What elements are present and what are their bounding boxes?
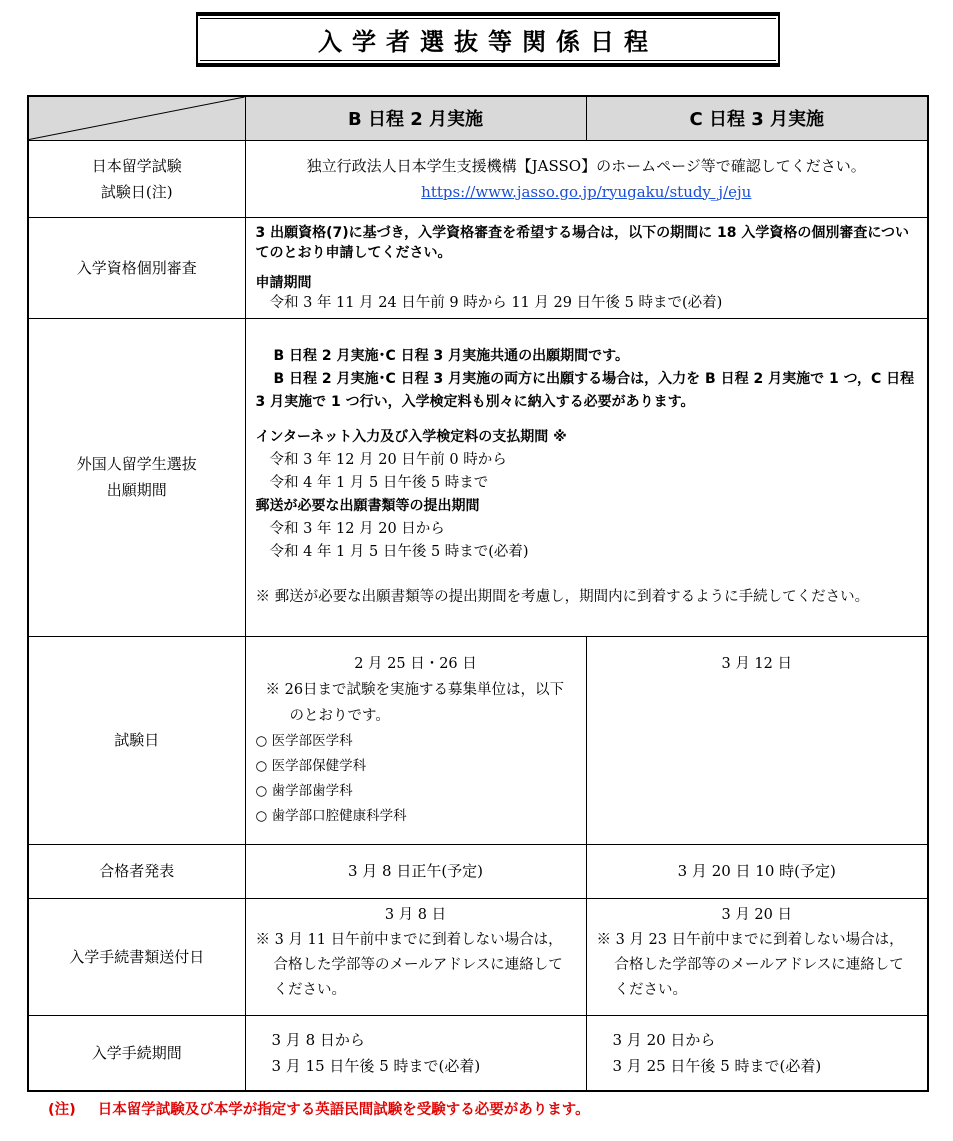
row-eju xyxy=(28,140,928,217)
application-common-note: B 日程 2 月実施･C 日程 3 月実施共通の出願期間です。 xyxy=(273,348,630,364)
exam-unit-list-item: ○ 医学部医学科 xyxy=(255,732,353,749)
row-result-announcement xyxy=(28,844,928,898)
procedure-b-from: 3 月 8 日から xyxy=(271,1030,365,1049)
documents-c-date: 3 月 20 日 xyxy=(721,906,792,923)
mail-period-to: 令和 4 年 1 月 5 日午後 5 時まで(必着) xyxy=(269,544,529,560)
header-b-schedule: B 日程 2 月実施 xyxy=(245,96,586,140)
result-b: 3 月 8 日正午(予定) xyxy=(245,844,586,898)
mail-period-from: 令和 3 年 12 月 20 日から xyxy=(269,521,445,537)
row-procedure-period xyxy=(28,1015,928,1091)
result-c: 3 月 20 日 10 時(予定) xyxy=(586,844,928,898)
procedure-c-cell xyxy=(586,1015,928,1091)
row-application-period xyxy=(28,318,928,636)
row-label-individual-review: 入学資格個別審査 xyxy=(28,217,245,318)
internet-period-from: 令和 3 年 12 月 20 日午前 0 時から xyxy=(269,452,507,468)
exam-unit-list-item: ○ 歯学部口腔健康科学科 xyxy=(255,807,407,824)
row-label-exam-date: 試験日 xyxy=(28,636,245,844)
exam-date-c-cell xyxy=(586,636,928,844)
individual-review-cell xyxy=(245,217,928,318)
review-period: 令和 3 年 11 月 24 日午前 9 時から 11 月 29 日午後 5 時まで(必着) xyxy=(269,294,723,311)
documents-b-date: 3 月 8 日 xyxy=(384,906,447,923)
row-label-eju: 日本留学試験 試験日(注) xyxy=(28,140,245,217)
documents-b-cell xyxy=(245,898,586,1015)
exam-date-c: 3 月 12 日 xyxy=(721,655,792,672)
footnote xyxy=(48,1098,590,1119)
review-period-heading: 申請期間 xyxy=(255,274,312,291)
header-row xyxy=(28,96,928,140)
documents-c-note: ※ 3 月 23 日午前中までに到着しない場合は，合格した学部等のメールアドレスに連絡してください。 xyxy=(596,931,904,998)
documents-b-note: ※ 3 月 11 日午前中までに到着しない場合は，合格した学部等のメールアドレスに連絡してください。 xyxy=(255,931,563,998)
review-intro: 3 出願資格(7)に基づき，入学資格審査を希望する場合は，以下の期間に 18 入学資格の個別審査についてのとおり申請してください。 xyxy=(255,224,910,261)
row-individual-review xyxy=(28,217,928,318)
procedure-b-to: 3 月 15 日午後 5 時まで(必着) xyxy=(271,1056,481,1075)
footnote-text: 日本留学試験及び本学が指定する英語民間試験を受験する必要があります。 xyxy=(97,1102,590,1118)
row-label-application-period: 外国人留学生選抜 出願期間 xyxy=(28,318,245,636)
application-period-cell xyxy=(245,318,928,636)
row-label-result-announcement: 合格者発表 xyxy=(28,844,245,898)
exam-date-b-note: ※ 26日まで試験を実施する募集単位は，以下のとおりです。 xyxy=(265,681,565,724)
exam-date-b-cell xyxy=(245,636,586,844)
eju-info-text: 独立行政法人日本学生支援機構【JASSO】のホームページ等で確認してください。 xyxy=(306,156,866,175)
page-title: 入学者選抜等関係日程 xyxy=(318,28,658,56)
row-exam-date xyxy=(28,636,928,844)
procedure-b-cell xyxy=(245,1015,586,1091)
internet-period-to: 令和 4 年 1 月 5 日午後 5 時まで xyxy=(269,475,489,491)
procedure-c-to: 3 月 25 日午後 5 時まで(必着) xyxy=(612,1056,822,1075)
exam-date-b: 2 月 25 日・26 日 xyxy=(354,655,477,672)
row-label-documents-send-date: 入学手続書類送付日 xyxy=(28,898,245,1015)
internet-period-heading: インターネット入力及び入学検定料の支払期間 ※ xyxy=(255,429,567,445)
eju-info-cell xyxy=(245,140,928,217)
mail-period-note: ※ 郵送が必要な出願書類等の提出期間を考慮し，期間内に到着するように手続してください。 xyxy=(255,589,870,605)
procedure-c-from: 3 月 20 日から xyxy=(612,1030,716,1049)
exam-unit-list-item: ○ 医学部保健学科 xyxy=(255,757,367,774)
row-documents-send-date xyxy=(28,898,928,1015)
exam-unit-list-item: ○ 歯学部歯学科 xyxy=(255,782,353,799)
mail-period-heading: 郵送が必要な出願書類等の提出期間 xyxy=(255,498,480,514)
diagonal-corner-cell xyxy=(28,96,245,140)
schedule-table xyxy=(27,95,929,1092)
row-label-procedure-period: 入学手続期間 xyxy=(28,1015,245,1091)
jasso-link[interactable]: https://www.jasso.go.jp/ryugaku/study_j/eju xyxy=(421,182,752,201)
application-dual-note: B 日程 2 月実施･C 日程 3 月実施の両方に出願する場合は，入力を B 日程 2 月実施で 1 つ，C 日程 3 月実施で 1 つ行い，入学検定料も別々に納入する必要があります。 xyxy=(255,371,915,410)
footnote-tag: (注) xyxy=(48,1102,76,1118)
title-box xyxy=(196,12,780,67)
header-c-schedule: C 日程 3 月実施 xyxy=(586,96,928,140)
documents-c-cell xyxy=(586,898,928,1015)
